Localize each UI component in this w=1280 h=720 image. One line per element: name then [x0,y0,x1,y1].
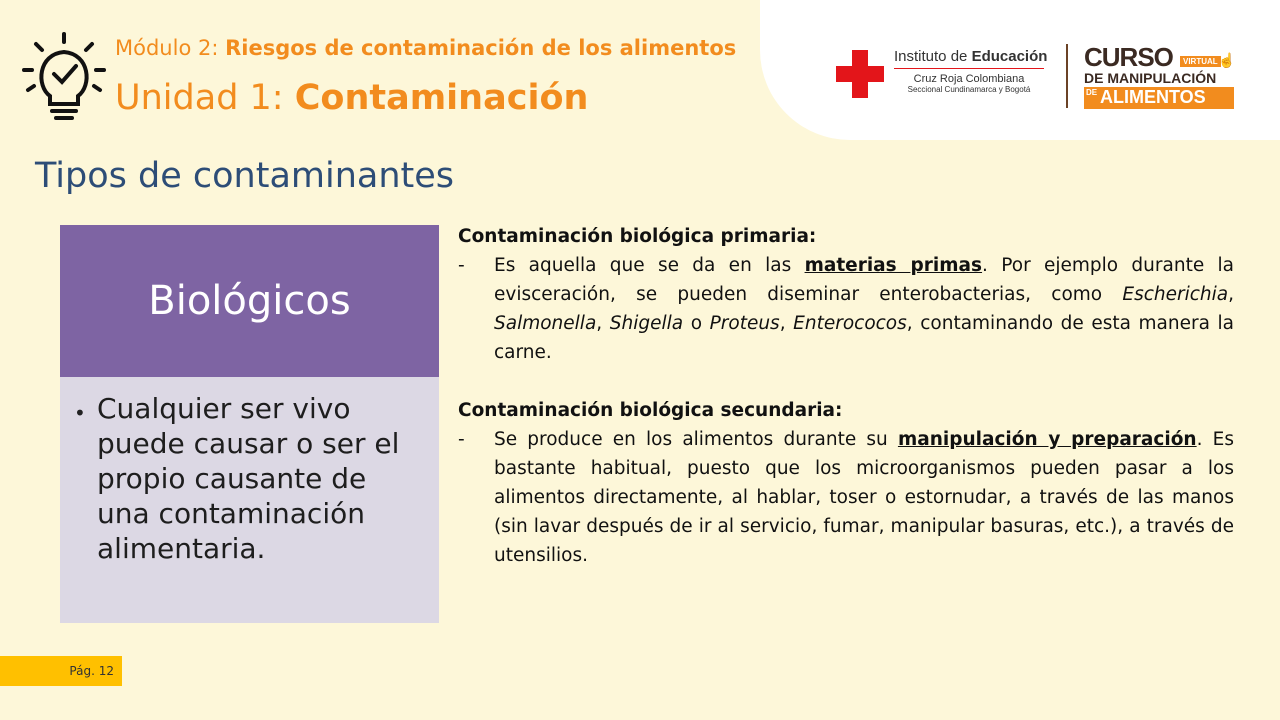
secondary-heading: Contaminación biológica secundaria: [458,400,843,421]
slide-title: Tipos de contaminantes [35,156,455,196]
institute-logo: Instituto de Educación Cruz Roja Colombiana Seccional Cundinamarca y Bogotá [894,48,1048,94]
unit-title: Unidad 1: Contaminación [115,78,589,118]
category-box-body [60,377,439,623]
course-logo: CURSO VIRTUAL ☝ DE MANIPULACIÓN DE ALIMENTOS [1084,42,1236,107]
category-box-title: Biológicos [60,225,439,377]
module-title: Módulo 2: Riesgos de contaminación de los alimentos [115,36,737,60]
red-cross-icon [836,50,884,98]
hand-pointer-icon: ☝ [1218,52,1236,68]
category-description: Cualquier ser vivo puede causar o ser el propio causante de una contaminación alimentaria. [97,392,400,565]
page-number: Pág. 12 [0,656,122,686]
contamination-details [458,222,1234,570]
logo-divider [1066,44,1068,108]
partner-logos [830,40,1240,114]
lightbulb-check-icon [22,32,106,122]
bullet-icon: • [74,401,86,425]
primary-heading: Contaminación biológica primaria: [458,226,817,247]
primary-description: - Es aquella que se da en las materias primas. Por ejemplo durante la evisceración, se pueden diseminar enterobacterias, como Escherichia, Salmonella, Shigella o Proteus, Enterococos, contaminando de esta manera la carne. [458,255,1235,363]
secondary-description: - Se produce en los alimentos durante su manipulación y preparación. Es bastante habitual, puesto que los microorganismos pueden pasar a los alimentos directamente, al hablar, toser o estornudar, a través de las manos (sin lavar después de ir al servicio, fumar, manipular basuras, etc.), a través de utensilios. [458,429,1234,566]
